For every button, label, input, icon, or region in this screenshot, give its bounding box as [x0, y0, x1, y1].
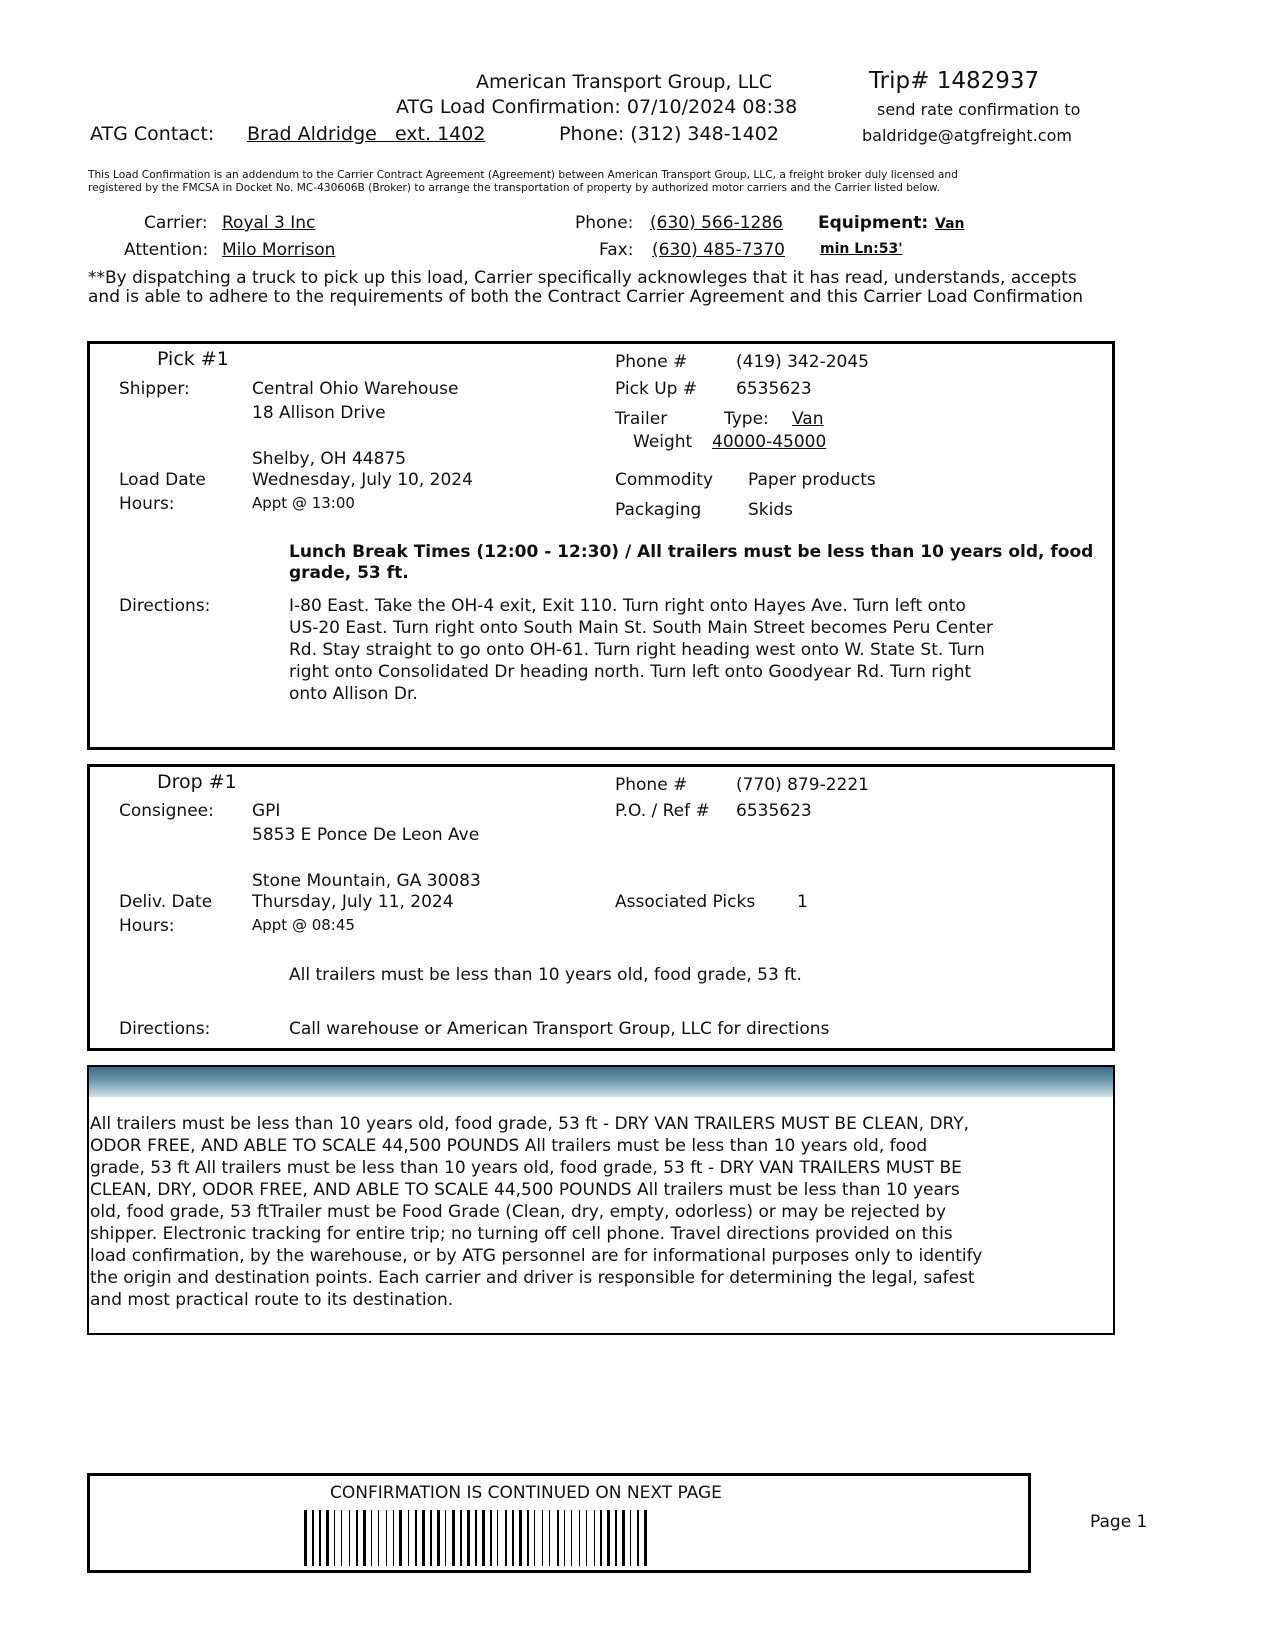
- notes-line: old, food grade, 53 ftTrailer must be Food Grade (Clean, dry, empty, odorless) or may be rejected by: [90, 1202, 947, 1222]
- pick-note-line-2: grade, 53 ft.: [289, 563, 409, 583]
- pick-directions-line: right onto Consolidated Dr heading north. Turn left onto Goodyear Rd. Turn right: [289, 662, 972, 682]
- trailer-type: Van: [792, 409, 824, 429]
- load-date-label: Load Date: [119, 470, 206, 490]
- attention-name: Milo Morrison: [222, 240, 336, 260]
- send-rate-label: send rate confirmation to: [877, 100, 1081, 119]
- disclaimer-line-1: This Load Confirmation is an addendum to the Carrier Contract Agreement (Agreement) between American Transport Group, LLC, a freight broker duly licensed and: [88, 169, 958, 181]
- drop-section: [87, 764, 1115, 1051]
- min-length: min Ln:53': [820, 241, 903, 257]
- pick-hours: Appt @ 13:00: [252, 494, 355, 512]
- carrier-label: Carrier:: [144, 213, 208, 233]
- barcode: [304, 1510, 814, 1566]
- load-date: Wednesday, July 10, 2024: [252, 470, 473, 490]
- continued-notice: CONFIRMATION IS CONTINUED ON NEXT PAGE: [330, 1483, 722, 1503]
- pick-phone-label: Phone #: [615, 352, 688, 372]
- drop-note: All trailers must be less than 10 years old, food grade, 53 ft.: [289, 965, 802, 985]
- trailer-label: Trailer: [615, 409, 668, 429]
- drop-hours: Appt @ 08:45: [252, 916, 355, 934]
- shipper-address-1: 18 Allison Drive: [252, 403, 386, 423]
- packaging-label: Packaging: [615, 500, 702, 520]
- consignee-address-2: Stone Mountain, GA 30083: [252, 871, 481, 891]
- deliv-date: Thursday, July 11, 2024: [252, 892, 454, 912]
- pickup-label: Pick Up #: [615, 379, 698, 399]
- consignee-name: GPI: [252, 801, 281, 821]
- consignee-address-1: 5853 E Ponce De Leon Ave: [252, 825, 480, 845]
- carrier-fax: (630) 485-7370: [652, 240, 785, 260]
- pick-hours-label: Hours:: [119, 494, 175, 514]
- shipper-label: Shipper:: [119, 379, 190, 399]
- confirmation-date: ATG Load Confirmation: 07/10/2024 08:38: [396, 96, 798, 118]
- notes-line: ODOR FREE, AND ABLE TO SCALE 44,500 POUNDS All trailers must be less than 10 years old, food: [90, 1136, 928, 1156]
- contact-label: ATG Contact:: [90, 123, 215, 145]
- pick-directions-line: US-20 East. Turn right onto South Main St. South Main Street becomes Peru Center: [289, 618, 994, 638]
- drop-title: Drop #1: [157, 771, 237, 793]
- notes-line: CLEAN, DRY, ODOR FREE, AND ABLE TO SCALE 44,500 POUNDS All trailers must be less than 10 years: [90, 1180, 960, 1200]
- shipper-address-2: Shelby, OH 44875: [252, 449, 407, 469]
- carrier-name: Royal 3 Inc: [222, 213, 316, 233]
- associated-picks-value: 1: [797, 892, 808, 912]
- contact-name: Brad Aldridge ext. 1402: [247, 123, 486, 145]
- drop-phone-label: Phone #: [615, 775, 688, 795]
- notes-line: and most practical route to its destination.: [90, 1290, 454, 1310]
- page-number: Page 1: [1090, 1512, 1148, 1532]
- pick-note-line-1: Lunch Break Times (12:00 - 12:30) / All trailers must be less than 10 years old, food: [289, 542, 1094, 562]
- carrier-phone-label: Phone:: [575, 213, 634, 233]
- contact-email[interactable]: baldridge@atgfreight.com: [862, 126, 1072, 145]
- trip-number: Trip# 1482937: [869, 68, 1040, 94]
- weight-value: 40000-45000: [712, 432, 827, 452]
- drop-phone: (770) 879-2221: [736, 775, 869, 795]
- notes-line: All trailers must be less than 10 years old, food grade, 53 ft - DRY VAN TRAILERS MUST BE CLEAN, DRY,: [90, 1114, 970, 1134]
- company-name: American Transport Group, LLC: [476, 71, 773, 93]
- pick-directions-line: onto Allison Dr.: [289, 684, 418, 704]
- equipment-value: Van: [935, 216, 965, 232]
- pick-directions-line: I-80 East. Take the OH-4 exit, Exit 110. Turn right onto Hayes Ave. Turn left onto: [289, 596, 966, 616]
- shipper-name: Central Ohio Warehouse: [252, 379, 459, 399]
- pick-directions-label: Directions:: [119, 596, 211, 616]
- associated-picks-label: Associated Picks: [615, 892, 756, 912]
- pick-title: Pick #1: [157, 348, 229, 370]
- notes-line: grade, 53 ft All trailers must be less than 10 years old, food grade, 53 ft - DRY VAN TRAILERS MUST BE: [90, 1158, 962, 1178]
- weight-label: Weight: [633, 432, 693, 452]
- dispatch-note-line-1: **By dispatching a truck to pick up this load, Carrier specifically acknowleges that it has read, understands, accepts: [88, 268, 1077, 288]
- po-ref-label: P.O. / Ref #: [615, 801, 710, 821]
- po-ref-number: 6535623: [736, 801, 812, 821]
- carrier-fax-label: Fax:: [599, 240, 634, 260]
- contact-phone: Phone: (312) 348-1402: [559, 123, 779, 145]
- notes-line: shipper. Electronic tracking for entire trip; no turning off cell phone. Travel directions provided on this: [90, 1224, 953, 1244]
- deliv-date-label: Deliv. Date: [119, 892, 213, 912]
- commodity-label: Commodity: [615, 470, 714, 490]
- notes-header-bar: [89, 1067, 1113, 1097]
- pick-directions-line: Rd. Stay straight to go onto OH-61. Turn right heading west onto W. State St. Turn: [289, 640, 985, 660]
- pickup-number: 6535623: [736, 379, 812, 399]
- drop-hours-label: Hours:: [119, 916, 175, 936]
- commodity-value: Paper products: [748, 470, 876, 490]
- trailer-type-label: Type:: [724, 409, 769, 429]
- notes-line: the origin and destination points. Each carrier and driver is responsible for determining the legal, safest: [90, 1268, 975, 1288]
- consignee-label: Consignee:: [119, 801, 214, 821]
- carrier-phone: (630) 566-1286: [650, 213, 783, 233]
- packaging-value: Skids: [748, 500, 794, 520]
- drop-directions: Call warehouse or American Transport Group, LLC for directions: [289, 1019, 830, 1039]
- pick-phone: (419) 342-2045: [736, 352, 869, 372]
- notes-line: load confirmation, by the warehouse, or by ATG personnel are for informational purposes only to identify: [90, 1246, 983, 1266]
- dispatch-note-line-2: and is able to adhere to the requirements of both the Contract Carrier Agreement and this Carrier Load Confirmation: [88, 287, 1084, 307]
- equipment-label: Equipment:: [818, 213, 929, 233]
- drop-directions-label: Directions:: [119, 1019, 211, 1039]
- disclaimer-line-2: registered by the FMCSA in Docket No. MC-430606B (Broker) to arrange the transportation of property by authorized motor carriers and the Carrier listed below.: [88, 182, 940, 194]
- attention-label: Attention:: [124, 240, 209, 260]
